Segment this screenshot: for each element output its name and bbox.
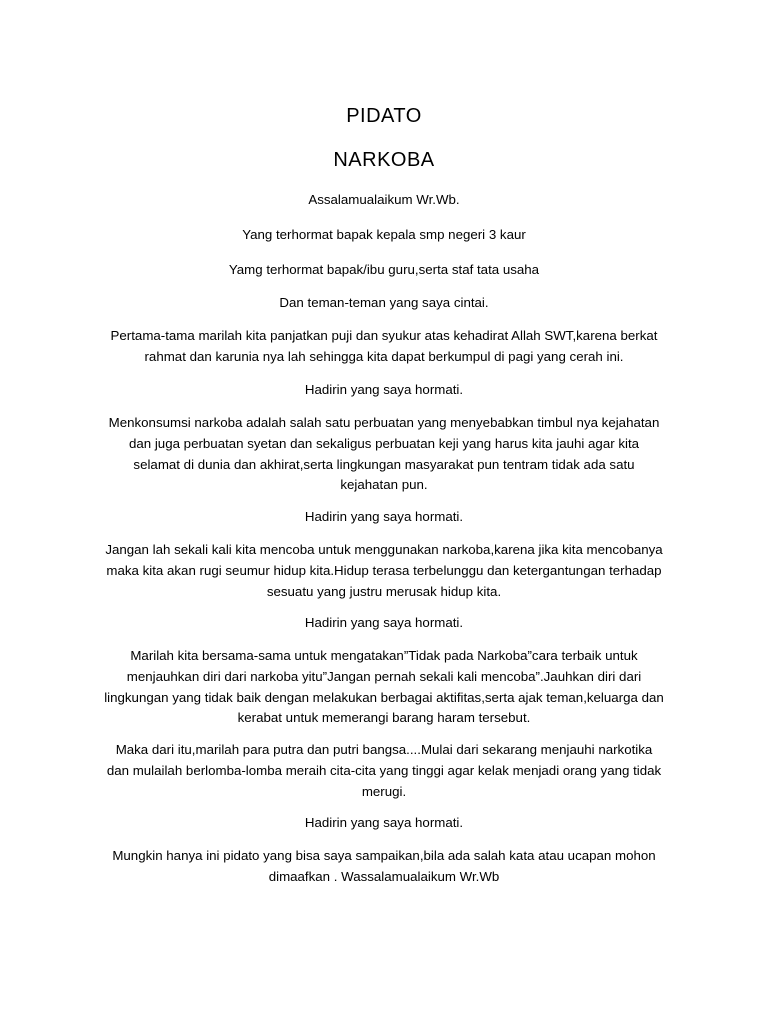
intro-paragraph: Pertama-tama marilah kita panjatkan puji dan syukur atas kehadirat Allah SWT,karena berkat rahmat dan karunia nya lah sehingga kita dapat berkumpul di pagi yang cerah ini. (110, 328, 658, 364)
document-title: PIDATO (346, 105, 422, 127)
body-paragraph: Marilah kita bersama-sama untuk mengatakan”Tidak pada Narkoba”cara terbaik untuk menjauhkan diri dari narkoba yitu”Jangan pernah sekali kali mencoba”.Jauhkan diri dari lingkungan yang tidak baik dengan melakukan berbagai aktifitas,serta ajak teman,keluarga dan kerabat untuk memerangi barang haram tersebut. (104, 648, 664, 726)
hadirin-line: Hadirin yang saya hormati. (304, 615, 464, 630)
hadirin-line: Hadirin yang saya hormati. (304, 815, 464, 830)
hadirin-line: Hadirin yang saya hormati. (304, 509, 464, 524)
body-paragraph: Maka dari itu,marilah para putra dan putri bangsa....Mulai dari sekarang menjauhi narkotika dan mulailah berlomba-lomba meraih cita-cita yang tinggi agar kelak menjadi orang yang tidak merugi. (106, 742, 662, 799)
document-subtitle: NARKOBA (333, 149, 435, 171)
greeting-friends: Dan teman-teman yang saya cintai. (279, 295, 489, 310)
body-paragraph: Menkonsumsi narkoba adalah salah satu perbuatan yang menyebabkan timbul nya kejahatan dan juga perbuatan syetan dan sekaligus perbuatan keji yang harus kita jauhi agar kita selamat di dunia dan akhirat,serta lingkungan masyarakat pun tentram tidak ada satu kejahatan pun. (108, 415, 660, 493)
greeting-teachers: Yamg terhormat bapak/ibu guru,serta staf tata usaha (228, 262, 540, 277)
closing-paragraph: Mungkin hanya ini pidato yang bisa saya sampaikan,bila ada salah kata atau ucapan mohon dimaafkan . Wassalamualaikum Wr.Wb (112, 848, 656, 884)
opening-salam: Assalamualaikum Wr.Wb. (308, 192, 460, 207)
hadirin-line: Hadirin yang saya hormati. (304, 382, 464, 397)
greeting-principal: Yang terhormat bapak kepala smp negeri 3 kaur (242, 227, 526, 242)
body-paragraph: Jangan lah sekali kali kita mencoba untuk menggunakan narkoba,karena jika kita mencobanya maka kita akan rugi seumur hidup kita.Hidup terasa terbelunggu dan ketergantungan terhadap sesuatu yang justru merusak hidup kita. (105, 542, 663, 599)
